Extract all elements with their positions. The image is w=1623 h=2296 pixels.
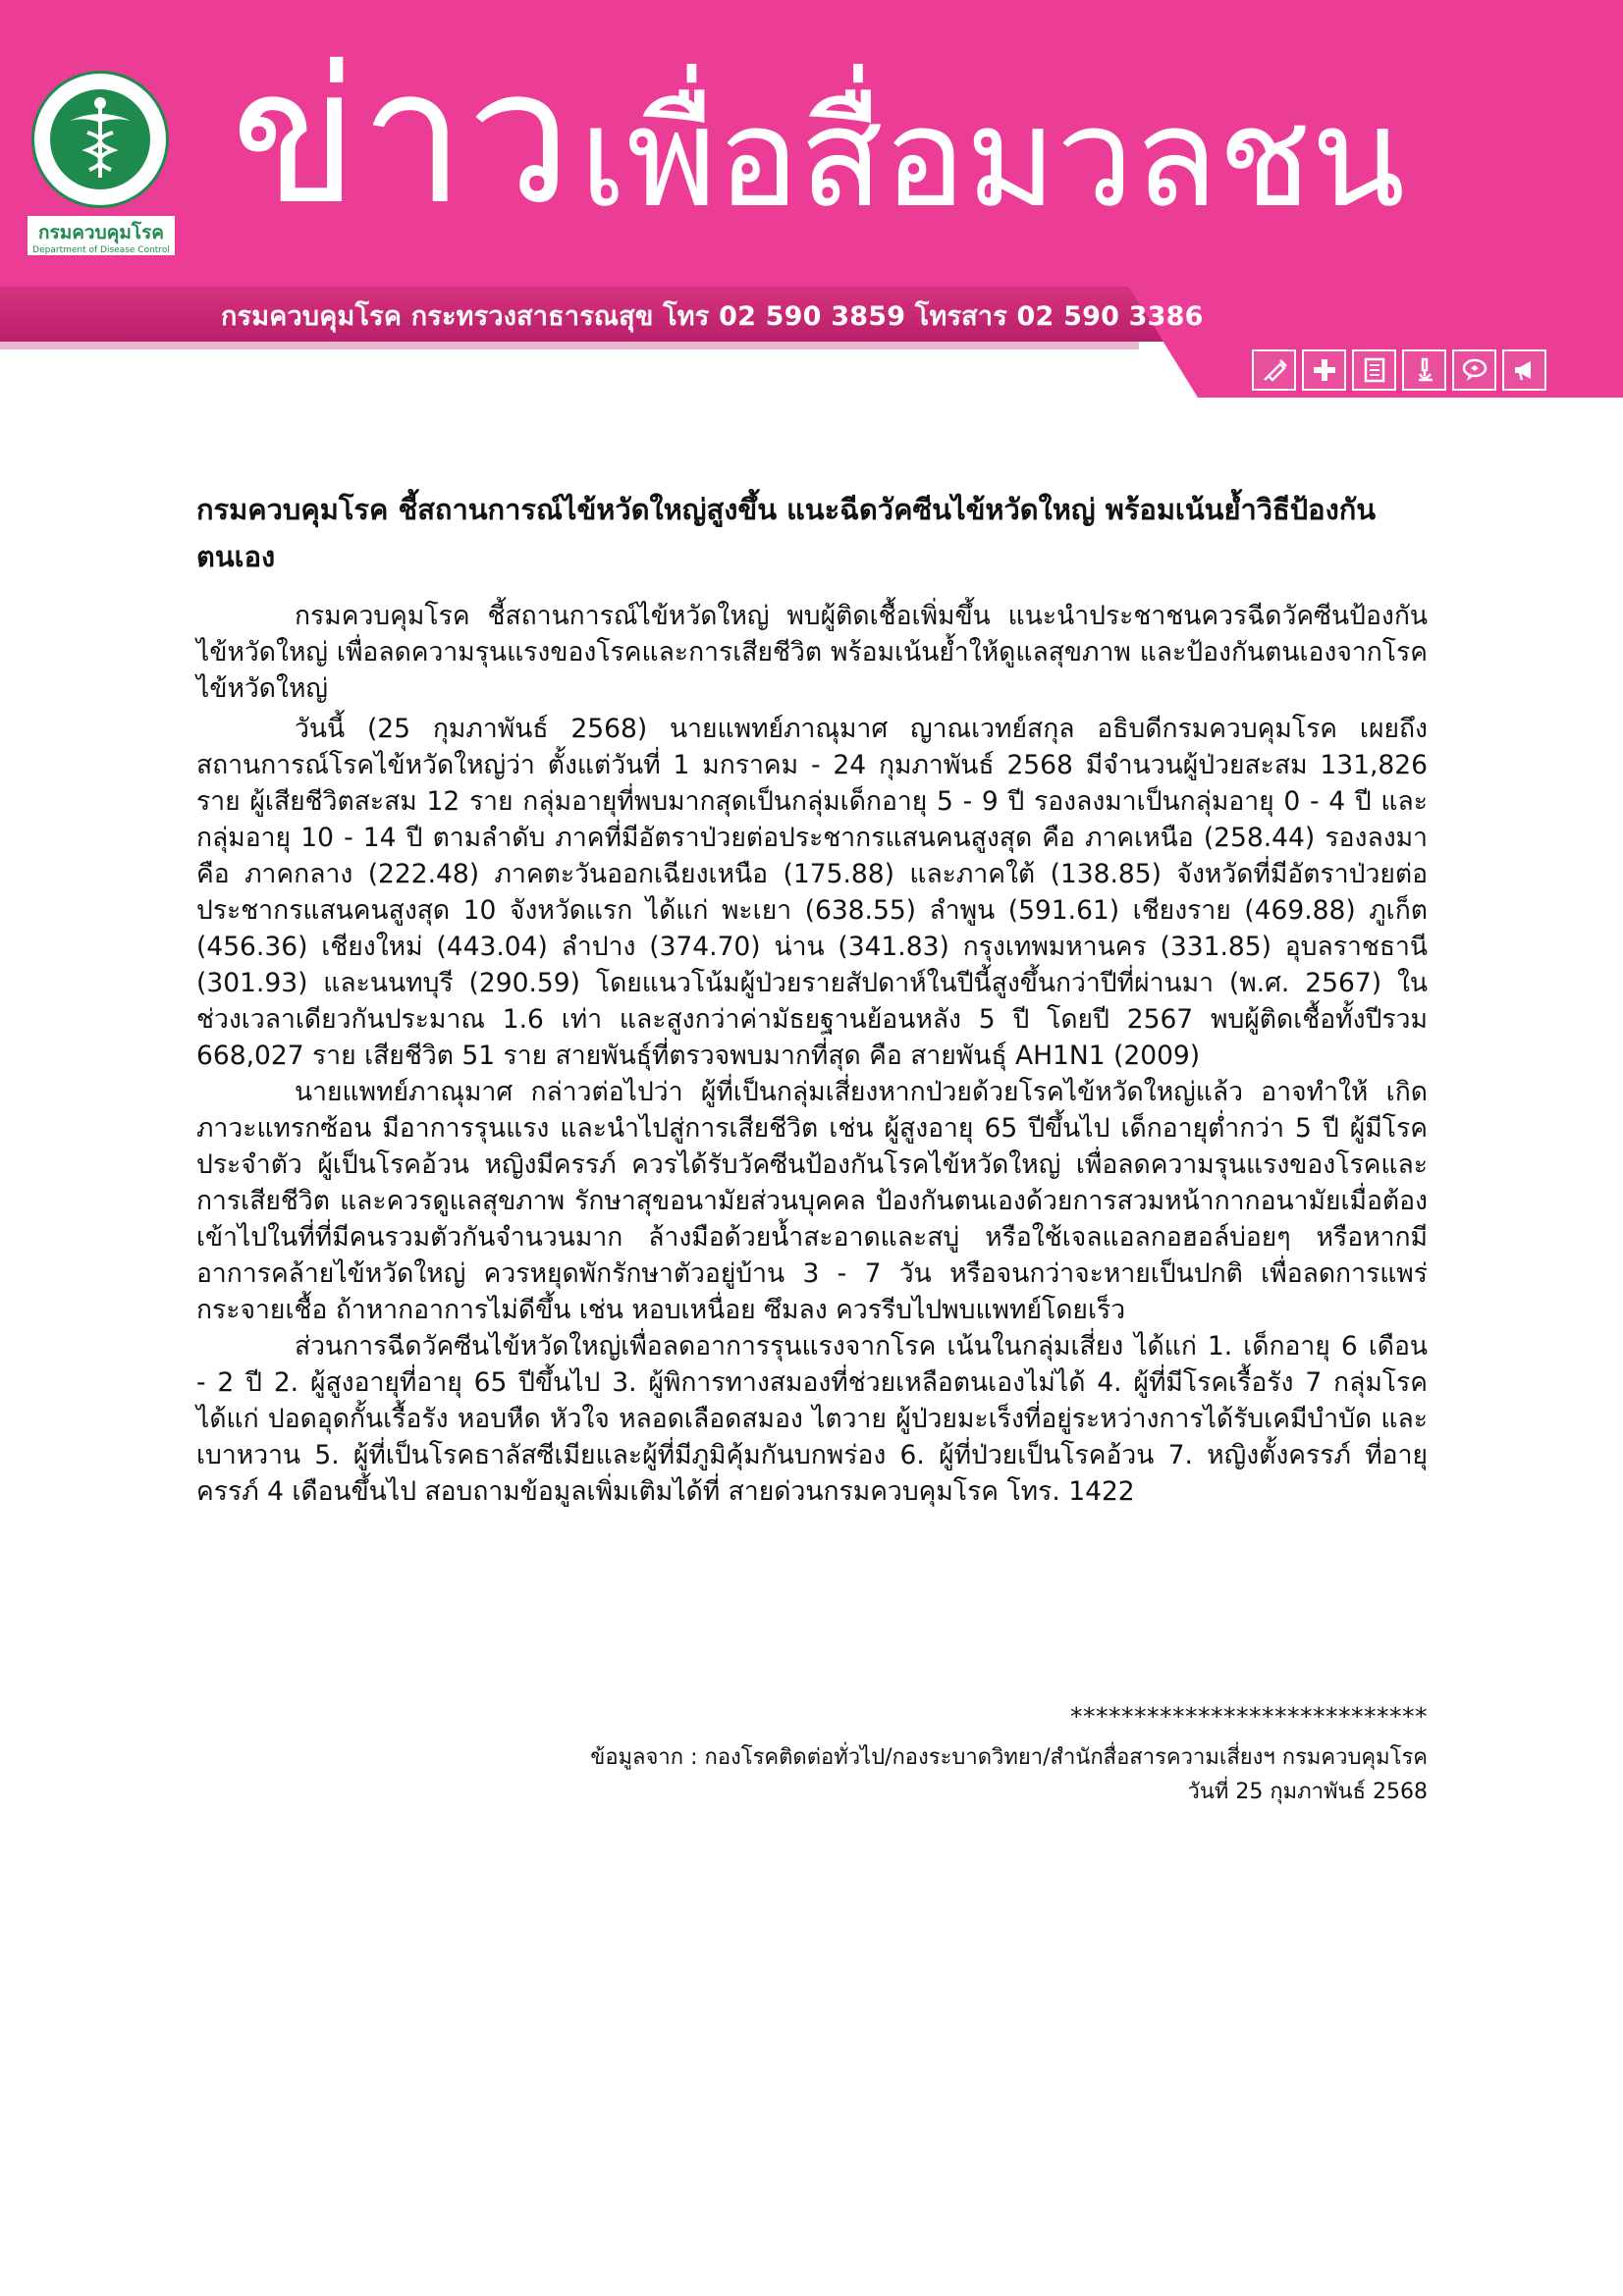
separator: **************************** (1070, 1702, 1428, 1731)
logo-org-name-en: Department of Disease Control (27, 245, 175, 255)
plus-icon (1302, 349, 1346, 391)
ministry-logo (27, 71, 185, 267)
logo-org-name: กรมควบคุมโรค (27, 216, 175, 249)
article-paragraph-2: นายแพทย์ภาณุมาศ กล่าวต่อไปว่า ผู้ที่เป็นกลุ่มเสี่ยงหากป่วยด้วยโรคไข้หวัดใหญ่แล้ว อาจทำให้ เกิดภาวะแทรกซ้อน มีอาการรุนแรง และนำไปสู่การเสียชีวิต เช่น ผู้สูงอายุ 65 ปีขึ้นไป เด็กอายุต่ำกว่า 5 ปี ผู้มีโรคประจำตัว ผู้เป็นโรคอ้วน หญิงมีครรภ์ ควรได้รับวัคซีนป้องกันโรคไข้หวัดใหญ่ เพื่อลดความรุนแรงของโรคและการเสียชีวิต และควรดูแลสุขภาพ รักษาสุขอนามัยส่วนบุคคล ป้องกันตนเองด้วยการสวมหน้ากากอนามัยเมื่อต้องเข้าไปในที่ที่มีคนรวมตัวกันจำนวนมาก ล้างมือด้วยน้ำสะอาดและสบู่ หรือใช้เจลแอลกอฮอล์บ่อยๆ หรือหากมีอาการคล้ายไข้หวัดใหญ่ ควรหยุดพักรักษาตัวอยู่บ้าน 3 - 7 วัน หรือจนกว่าจะหายเป็นปกติ เพื่อลดการแพร่กระจายเชื้อ ถ้าหากอาการไม่ดีขึ้น เช่น หอบเหนื่อย ซึมลง ควรรีบไปพบแพทย์โดยเร็ว (196, 1077, 1428, 1325)
contact-info: กรมควบคุมโรค กระทรวงสาธารณสุข โทร 02 590 3859 โทรสาร 02 590 3386 (221, 301, 1204, 332)
masthead-word-media: เพื่อสื่อมวลชน (579, 79, 1406, 239)
caduceus-icon (50, 89, 150, 189)
megaphone-icon (1502, 349, 1546, 391)
masthead-word-news: ข่าว (231, 28, 574, 245)
article-paragraph-1: วันนี้ (25 กุมภาพันธ์ 2568) นายแพทย์ภาณุมาศ ญาณเวทย์สกุล อธิบดีกรมควบคุมโรค เผยถึงสถานการณ์โรคไข้หวัดใหญ่ว่า ตั้งแต่วันที่ 1 มกราคม - 24 กุมภาพันธ์ 2568 มีจำนวนผู้ป่วยสะสม 131,826 ราย ผู้เสียชีวิตสะสม 12 ราย กลุ่มอายุที่พบมากสุดเป็นกลุ่มเด็กอายุ 5 - 9 ปี รองลงมาเป็นกลุ่มอายุ 0 - 4 ปี และกลุ่มอายุ 10 - 14 ปี ตามลำดับ ภาคที่มีอัตราป่วยต่อประชากรแสนคนสูงสุด คือ ภาคเหนือ (258.44) รองลงมา คือ ภาคกลาง (222.48) ภาคตะวันออกเฉียงเหนือ (175.88) และภาคใต้ (138.85) จังหวัดที่มีอัตราป่วยต่อประชากรแสนคนสูงสุด 10 จังหวัดแรก ได้แก่ พะเยา (638.55) ลำพูน (591.61) เชียงราย (469.88) ภูเก็ต (456.36) เชียงใหม่ (443.04) ลำปาง (374.70) น่าน (341.83) กรุงเทพมหานคร (331.85) อุบลราชธานี (301.93) และนนทบุรี (290.59) โดยแนวโน้มผู้ป่วยรายสัปดาห์ในปีนี้สูงขึ้นกว่าปีที่ผ่านมา (พ.ศ. 2567) ในช่วงเวลาเดียวกันประมาณ 1.6 เท่า และสูงกว่าค่ามัธยฐานย้อนหลัง 5 ปี โดยปี 2567 พบผู้ติดเชื้อทั้งปีรวม 668,027 ราย เสียชีวิต 51 ราย สายพันธุ์ที่ตรวจพบมากที่สุด คือ สายพันธุ์ AH1N1 (2009) (196, 714, 1428, 1071)
article-lead: กรมควบคุมโรค ชี้สถานการณ์ไข้หวัดใหญ่ พบผู้ติดเชื้อเพิ่มขึ้น แนะนำประชาชนควรฉีดวัคซีนป้องกันไข้หวัดใหญ่ เพื่อลดความรุนแรงของโรคและการเสียชีวิต พร้อมเน้นย้ำให้ดูแลสุขภาพ และป้องกันตนเองจากโรคไข้หวัดใหญ่ (196, 601, 1428, 704)
contact-bar-shadow (0, 342, 1139, 349)
icon-row (1252, 349, 1546, 393)
article-headline: กรมควบคุมโรค ชี้สถานการณ์ไข้หวัดใหญ่สูงขึ้น แนะฉีดวัคซีนไข้หวัดใหญ่ พร้อมเน้นย้ำวิธีป้องกันตนเอง (196, 493, 1377, 573)
syringe-icon (1252, 349, 1296, 391)
source-credit: ข้อมูลจาก : กองโรคติดต่อทั่วไป/กองระบาดวิทยา/สำนักสื่อสารความเสี่ยงฯ กรมควบคุมโรค (590, 1745, 1428, 1770)
release-date: วันที่ 25 กุมภาพันธ์ 2568 (1187, 1780, 1428, 1804)
logo-seal (31, 71, 169, 208)
chat-icon (1452, 349, 1496, 391)
document-icon (1352, 349, 1396, 391)
article (196, 486, 1428, 1510)
source-block (590, 1740, 1428, 1809)
microscope-icon (1402, 349, 1446, 391)
article-paragraph-3: ส่วนการฉีดวัคซีนไข้หวัดใหญ่เพื่อลดอาการรุนแรงจากโรค เน้นในกลุ่มเสี่ยง ได้แก่ 1. เด็กอายุ 6 เดือน - 2 ปี 2. ผู้สูงอายุที่อายุ 65 ปีขึ้นไป 3. ผู้พิการทางสมองที่ช่วยเหลือตนเองไม่ได้ 4. ผู้ที่มีโรคเรื้อรัง 7 กลุ่มโรค ได้แก่ ปอดอุดกั้นเรื้อรัง หอบหืด หัวใจ หลอดเลือดสมอง ไตวาย ผู้ป่วยมะเร็งที่อยู่ระหว่างการได้รับเคมีบำบัด และเบาหวาน 5. ผู้ที่เป็นโรคธาลัสซีเมียและผู้ที่มีภูมิคุ้มกันบกพร่อง 6. ผู้ที่ป่วยเป็นโรคอ้วน 7. หญิงตั้งครรภ์ ที่อายุครรภ์ 4 เดือนขึ้นไป สอบถามข้อมูลเพิ่มเติมได้ที่ สายด่วนกรมควบคุมโรค โทร. 1422 (196, 1331, 1428, 1507)
header-banner (0, 0, 1623, 398)
